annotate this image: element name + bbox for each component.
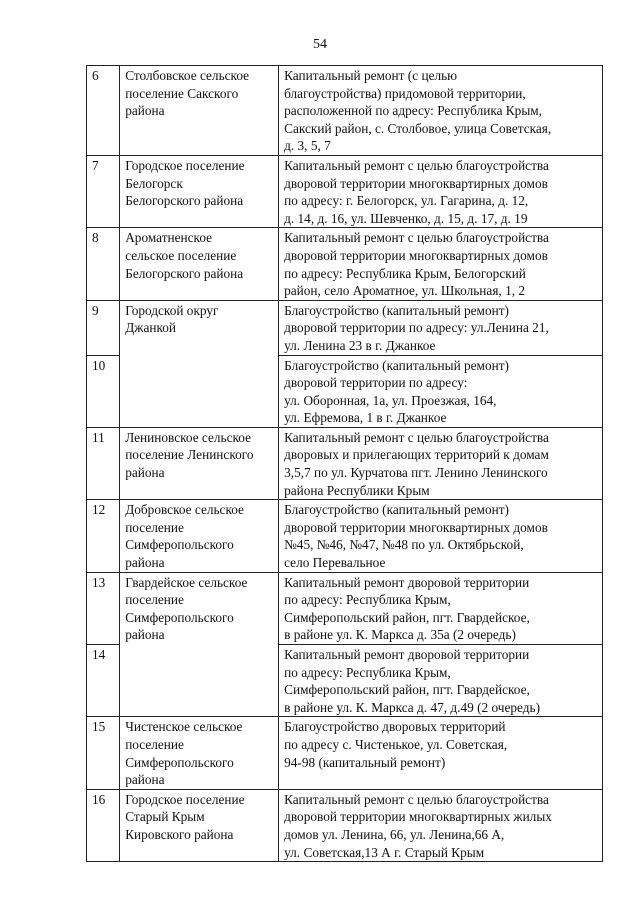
municipality-cell: Городское поселение Старый Крым Кировского района (120, 789, 279, 861)
table-row (87, 500, 603, 572)
municipality-cell: Ароматненское сельское поселение Белогорского района (120, 228, 279, 300)
table-row (87, 155, 603, 227)
work-description-cell: Капитальный ремонт (с целью благоустройства) придомовой территории, расположенной по адресу: Республика Крым, Сакский район, с. Столбовое, улица Советская, д. 3, 5, 7 (279, 66, 603, 156)
table-row (87, 789, 603, 861)
work-description-cell: Капитальный ремонт дворовой территории по адресу: Республика Крым, Симферопольский район, пгт. Гвардейское, в районе ул. К. Маркса д. 47, д.49 (2 очередь) (279, 645, 603, 717)
municipal-projects-table (86, 65, 603, 862)
row-number: 6 (87, 66, 120, 156)
table-row (87, 300, 603, 355)
row-number: 8 (87, 228, 120, 300)
row-number: 13 (87, 572, 120, 644)
row-number: 14 (87, 645, 120, 717)
row-number: 10 (87, 355, 120, 427)
row-number: 15 (87, 717, 120, 789)
work-description-cell: Капитальный ремонт с целью благоустройства дворовой территории многоквартирных домов по адресу: Республика Крым, Белогорский район, село Ароматное, ул. Школьная, 1, 2 (279, 228, 603, 300)
work-description-cell: Капитальный ремонт с целью благоустройства дворовой территории многоквартирных жилых домов ул. Ленина, 66, ул. Ленина,66 А, ул. Советская,13 А г. Старый Крым (279, 789, 603, 861)
work-description-cell: Благоустройство дворовых территорий по адресу с. Чистенькое, ул. Советская, 94-98 (капитальный ремонт) (279, 717, 603, 789)
work-description-cell: Благоустройство (капитальный ремонт) дворовой территории многоквартирных домов №45, №46, №47, №48 по ул. Октябрьской, село Перевальное (279, 500, 603, 572)
work-description-cell: Благоустройство (капитальный ремонт) дворовой территории по адресу: ул. Оборонная, 1а, ул. Проезжая, 164, ул. Ефремова, 1 в г. Джанкое (279, 355, 603, 427)
municipality-cell: Лениновское сельское поселение Ленинского района (120, 427, 279, 499)
row-number: 16 (87, 789, 120, 861)
table-row (87, 66, 603, 156)
row-number: 7 (87, 155, 120, 227)
municipality-cell: Столбовское сельское поселение Сакского района (120, 66, 279, 156)
row-number: 9 (87, 300, 120, 355)
table-row (87, 572, 603, 644)
municipality-cell: Гвардейское сельское поселение Симферопольского района (120, 572, 279, 717)
municipality-cell: Добровское сельское поселение Симферопольского района (120, 500, 279, 572)
table-row (87, 228, 603, 300)
municipality-cell: Чистенское сельское поселение Симферопольского района (120, 717, 279, 789)
municipality-cell: Городской округ Джанкой (120, 300, 279, 427)
row-number: 11 (87, 427, 120, 499)
municipality-cell: Городское поселение Белогорск Белогорского района (120, 155, 279, 227)
table-row (87, 427, 603, 499)
work-description-cell: Капитальный ремонт дворовой территории по адресу: Республика Крым, Симферопольский район, пгт. Гвардейское, в районе ул. К. Маркса д. 35а (2 очередь) (279, 572, 603, 644)
work-description-cell: Благоустройство (капитальный ремонт) дворовой территории по адресу: ул.Ленина 21, ул. Ленина 23 в г. Джанкое (279, 300, 603, 355)
page-number: 54 (313, 37, 327, 52)
table-row (87, 717, 603, 789)
work-description-cell: Капитальный ремонт с целью благоустройства дворовой территории многоквартирных домов по адресу: г. Белогорск, ул. Гагарина, д. 12, д. 14, д. 16, ул. Шевченко, д. 15, д. 17, д. 19 (279, 155, 603, 227)
row-number: 12 (87, 500, 120, 572)
work-description-cell: Капитальный ремонт с целью благоустройства дворовых и прилегающих территорий к домам 3,5,7 по ул. Курчатова пгт. Ленино Ленинского района Республики Крым (279, 427, 603, 499)
